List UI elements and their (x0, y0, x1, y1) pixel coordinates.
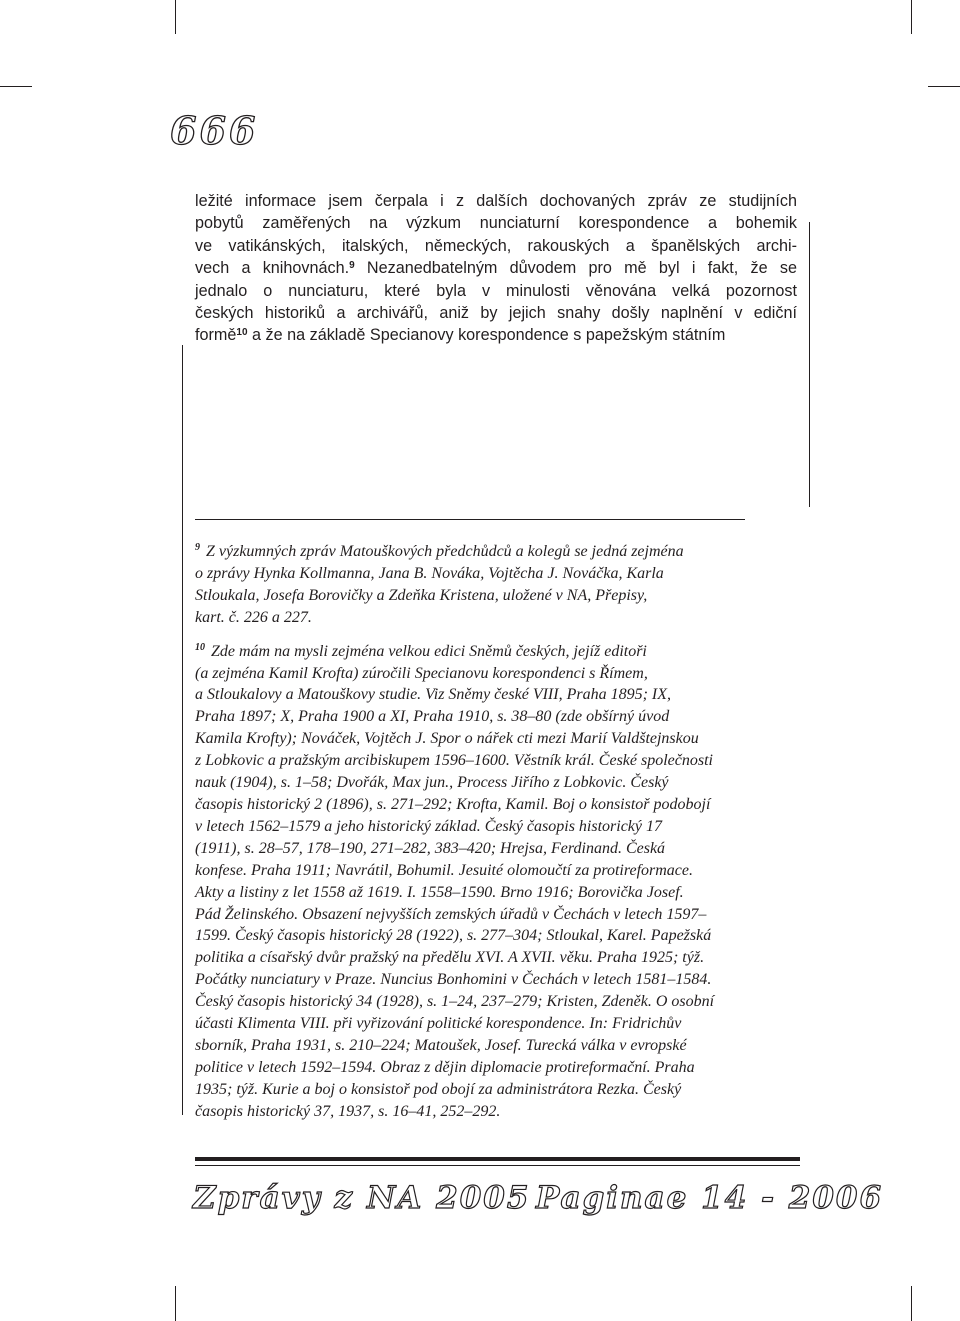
crop-mark (175, 0, 176, 34)
crop-mark (911, 0, 912, 34)
crop-mark (928, 86, 960, 87)
footnote-text: Z výzkumných zpráv Matouškových předchůdců a kolegů se jedná zejména (206, 543, 684, 560)
footnote-reference: 10 (236, 327, 248, 339)
footnote-line (195, 541, 800, 563)
body-line (195, 257, 797, 279)
body-text-segment: formě (195, 326, 237, 345)
footnote-line: Český časopis historický 34 (1928), s. 1–24, 237–279; Kristen, Zdeněk. O osobní (195, 993, 715, 1011)
body-text-segment: Nezanedbatelným důvodem pro mě byl i fakt, že se (354, 259, 797, 278)
footnote-text: Zde mám na mysli zejména velkou edici Sněmů českých, jejíž editoři (211, 642, 647, 660)
footnote-line: časopis historický 2 (1896), s. 271–292; Krofta, Kamil. Boj o konsistoř podobojí (195, 795, 711, 813)
page-number: 666 (170, 108, 259, 153)
footnote-9 (195, 541, 800, 629)
body-line: jednalo o nunciaturu, které byla v minulosti věnována velká pozornost (195, 281, 797, 300)
footnote-line: konfese. Praha 1911; Navrátil, Bohumil. Jesuité olomoučtí za protireformace. (195, 861, 693, 879)
footnote-line: časopis historický 37, 1937, s. 16–41, 252–292. (195, 1102, 501, 1120)
footnote-line: Kamila Krofty); Nováček, Vojtěch J. Spor o nářek cti mezi Marií Valdštejnskou (195, 730, 699, 748)
footnote-line: o zprávy Hynka Kollmanna, Jana B. Nováka, Vojtěcha J. Nováčka, Karla (195, 564, 664, 582)
footnote-10 (195, 641, 800, 1123)
footnote-line: (a zejména Kamil Krofta) zúročili Specianovu korespondenci s Římem, (195, 664, 648, 682)
body-text-segment: a že na základě Specianovy korespondence s papežským státním (247, 326, 726, 345)
footnote-line: kart. č. 226 a 227. (195, 608, 312, 626)
footnote-line: (1911), s. 28–57, 178–190, 271–282, 383–420; Hrejsa, Ferdinand. Česká (195, 839, 666, 857)
journal-title-left: Zprávy z NA 2005 (193, 1180, 531, 1216)
left-margin-rule (182, 345, 183, 1115)
footnote-separator (195, 519, 745, 520)
body-line: českých historiků a archivářů, aniž by jejich snahy došly naplnění v ediční (195, 304, 797, 323)
footer-rule (195, 1165, 800, 1166)
body-text-segment: vech a knihovnách. (195, 259, 350, 278)
footnote-line: Stloukala, Josefa Borovičky a Zdeňka Kristena, uložené v NA, Přepisy, (195, 586, 648, 604)
footnote-line: Pád Želinského. Obsazení nejvyšších zemských úřadů v Čechách v letech 1597– (195, 905, 707, 923)
body-line: pobytů zaměřených na výzkum nunciaturní korespondence a bohemik (195, 214, 797, 233)
footnote-line: Akty a listiny z let 1558 až 1619. I. 1558–1590. Brno 1916; Borovička Josef. (195, 883, 684, 901)
footnote-reference: 9 (349, 260, 355, 272)
footnote-line: 1599. Český časopis historický 28 (1922), s. 277–304; Stloukal, Karel. Papežská (195, 927, 712, 945)
right-margin-rule (809, 222, 810, 507)
body-line: ležité informace jsem čerpala i z dalších dochovaných zpráv ze studijních (195, 192, 797, 210)
journal-title-right: Paginae 14 - 2006 (536, 1180, 884, 1216)
footnote-line: v letech 1562–1579 a jeho historický základ. Český časopis historický 17 (195, 817, 663, 835)
footer-rule (195, 1157, 800, 1161)
body-text (195, 190, 797, 347)
footnote-line: účasti Klimenta VIII. při vyřizování politické korespondence. In: Fridrichův (195, 1015, 682, 1033)
footnote-line: politika a císařský dvůr pražský na předělu XVI. A XVII. věku. Praha 1925; týž. (195, 949, 705, 967)
footnote-line: nauk (1904), s. 1–58; Dvořák, Max jun., Process Jiřího z Lobkovic. Český (195, 774, 669, 792)
footnotes (195, 541, 800, 1135)
footnote-line: 1935; týž. Kurie a boj o konsistoř pod obojí za administrátora Rezka. Český (195, 1080, 682, 1098)
footnote-mark: 10 (195, 641, 205, 653)
footnote-line: z Lobkovic a pražským arcibiskupem 1596–1600. Věstník král. České společnosti (195, 752, 713, 770)
footnote-line: Počátky nunciatury v Praze. Nuncius Bonhomini v Čechách v letech 1581–1584. (195, 971, 712, 989)
body-line (195, 324, 797, 346)
footnote-line: sborník, Praha 1931, s. 210–224; Matoušek, Josef. Turecká válka v evropské (195, 1036, 687, 1054)
crop-mark (0, 86, 32, 87)
body-line: ve vatikánských, italských, německých, rakouských a španělských archi- (195, 236, 797, 255)
crop-mark (175, 1286, 176, 1321)
crop-mark (911, 1286, 912, 1321)
footnote-line: a Stloukalovy a Matouškovy studie. Viz Sněmy české VIII, Praha 1895; IX, (195, 686, 671, 704)
footnote-line (195, 641, 800, 663)
footnote-mark: 9 (195, 542, 200, 553)
footnote-line: politice v letech 1592–1594. Obraz z dějin diplomacie protireformační. Praha (195, 1058, 695, 1076)
footnote-line: Praha 1897; X, Praha 1900 a XI, Praha 1910, s. 38–80 (zde obšírný úvod (195, 708, 670, 726)
